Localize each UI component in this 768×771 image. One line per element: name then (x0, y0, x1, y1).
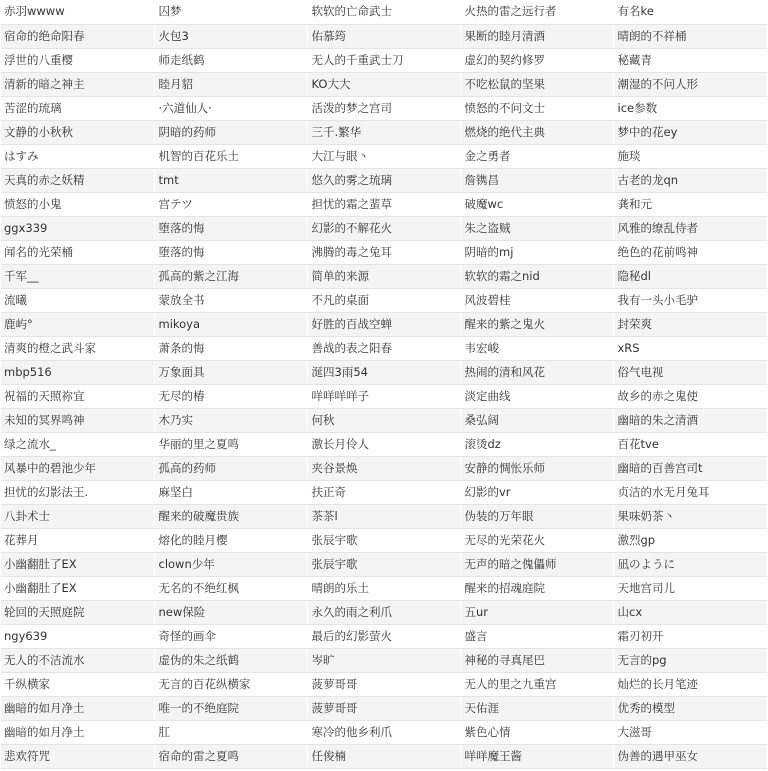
table-cell: 山cx (613, 600, 766, 624)
table-cell: 担忧的霜之蜚草 (307, 192, 460, 216)
table-cell: 任俊楠 (307, 744, 460, 768)
table-cell: 千军__ (1, 264, 154, 288)
table-row (1, 384, 766, 408)
table-cell: 幽暗的如月净土 (1, 696, 154, 720)
table-cell: 龚和元 (613, 192, 766, 216)
table-cell: 花葬月 (1, 528, 154, 552)
table-cell: 张辰宇歌 (307, 528, 460, 552)
table-cell: 阴暗的mj (460, 240, 613, 264)
table-cell: 有名ke (613, 0, 766, 24)
table-cell: new保险 (154, 600, 307, 624)
table-cell: ·六道仙人· (154, 96, 307, 120)
table-cell: 滚烫dz (460, 432, 613, 456)
table-cell: 寒冷的他乡利爪 (307, 720, 460, 744)
table-cell: 肛 (154, 720, 307, 744)
table-cell: 大滋哥 (613, 720, 766, 744)
table-cell: 茶茶l (307, 504, 460, 528)
table-cell: 大江与眼丶 (307, 144, 460, 168)
table-cell: 紫色心情 (460, 720, 613, 744)
table-cell: 奇怪的画伞 (154, 624, 307, 648)
table-row (1, 168, 766, 192)
table-cell: 果断的睦月清酒 (460, 24, 613, 48)
table-cell: 燃烧的绝代主典 (460, 120, 613, 144)
table-cell: 无人的不洁流水 (1, 648, 154, 672)
table-cell: 晴朗的乐土 (307, 576, 460, 600)
table-cell: 文静的小秋秋 (1, 120, 154, 144)
table-cell: 小幽翻肚了EX (1, 576, 154, 600)
table-cell: 故乡的赤之鬼使 (613, 384, 766, 408)
table-cell: 虚幻的契约修罗 (460, 48, 613, 72)
table-cell: 轮回的天照庭院 (1, 600, 154, 624)
table-cell: 咩咩咩咩子 (307, 384, 460, 408)
table-cell: 隐秘dl (613, 264, 766, 288)
table-cell: 醒来的紫之鬼火 (460, 312, 613, 336)
table-row (1, 360, 766, 384)
table-cell: 我有一头小毛驴 (613, 288, 766, 312)
table-cell: 安静的惆怅乐师 (460, 456, 613, 480)
table-cell: 无尽的椿 (154, 384, 307, 408)
table-cell: 无名的不绝红枫 (154, 576, 307, 600)
table-cell: 秘藏青 (613, 48, 766, 72)
table-cell: ngy639 (1, 624, 154, 648)
table-cell: 百花tve (613, 432, 766, 456)
table-cell: 菠萝哥哥 (307, 696, 460, 720)
table-cell: 无人的里之九重宫 (460, 672, 613, 696)
table-row (1, 744, 766, 768)
table-cell: 潮湿的不问人形 (613, 72, 766, 96)
table-row (1, 264, 766, 288)
table-cell: 霜刃初开 (613, 624, 766, 648)
table-cell: 无言的百花纵横家 (154, 672, 307, 696)
table-body (1, 0, 766, 768)
table-row (1, 24, 766, 48)
table-row (1, 432, 766, 456)
table-cell: 梦中的花ey (613, 120, 766, 144)
table-cell: 天真的赤之妖精 (1, 168, 154, 192)
table-cell: 永久的雨之利爪 (307, 600, 460, 624)
table-cell: 果味奶茶丶 (613, 504, 766, 528)
table-cell: 桑弘阔 (460, 408, 613, 432)
table-cell: 机智的百花乐土 (154, 144, 307, 168)
table-cell: 唯一的不绝庭院 (154, 696, 307, 720)
table-cell: 幽暗的百善宫司t (613, 456, 766, 480)
table-row (1, 576, 766, 600)
table-cell: 活泼的梦之宫司 (307, 96, 460, 120)
table-cell: 张辰宇歌 (307, 552, 460, 576)
table-cell: 担忧的幻影法王. (1, 480, 154, 504)
table-cell: 幽暗的如月净土 (1, 720, 154, 744)
table-cell: 师走纸鹤 (154, 48, 307, 72)
table-cell: tmt (154, 168, 307, 192)
table-cell: clown少年 (154, 552, 307, 576)
table-cell: 宿命的雷之夏鸣 (154, 744, 307, 768)
table-cell: 神秘的寻真尾巴 (460, 648, 613, 672)
table-cell: 詹镌昌 (460, 168, 613, 192)
table-cell: 软软的霜之nid (460, 264, 613, 288)
table-cell: 醒来的招魂庭院 (460, 576, 613, 600)
table-cell: 幻影的不解花火 (307, 216, 460, 240)
table-cell: 天佑涯 (460, 696, 613, 720)
table-cell: 无尽的光荣花火 (460, 528, 613, 552)
table-cell: 风波碧桂 (460, 288, 613, 312)
table-cell: 简单的来源 (307, 264, 460, 288)
table-row (1, 312, 766, 336)
table-cell: 菠萝哥哥 (307, 672, 460, 696)
table-cell: 灿烂的长月笔迹 (613, 672, 766, 696)
table-row (1, 288, 766, 312)
table-cell: 天地宫司儿 (613, 576, 766, 600)
table-cell: 八卦术士 (1, 504, 154, 528)
table-cell: 盛言 (460, 624, 613, 648)
table-cell: 祝福的天照祢宜 (1, 384, 154, 408)
table-cell: 悠久的雾之琉璃 (307, 168, 460, 192)
table-cell: ice参数 (613, 96, 766, 120)
table-cell: 宿命的绝命阳春 (1, 24, 154, 48)
table-cell: 夹谷景焕 (307, 456, 460, 480)
table-cell: 古老的龙qn (613, 168, 766, 192)
table-cell: 小幽翻肚了EX (1, 552, 154, 576)
table-cell: 破魔wc (460, 192, 613, 216)
table-cell: 激烈gp (613, 528, 766, 552)
table-cell: 激长月伶人 (307, 432, 460, 456)
table-cell: 愤怒的不问文士 (460, 96, 613, 120)
table-cell: 木乃实 (154, 408, 307, 432)
table-row (1, 456, 766, 480)
table-cell: 风雅的缭乱侍者 (613, 216, 766, 240)
table-cell: 鹿屿° (1, 312, 154, 336)
table-cell: 涎四3雨54 (307, 360, 460, 384)
table-cell: 五ur (460, 600, 613, 624)
table-cell: 无声的暗之傀儡师 (460, 552, 613, 576)
table-row (1, 0, 766, 24)
table-cell: 俗气电视 (613, 360, 766, 384)
table-cell: 无人的千重武士刀 (307, 48, 460, 72)
table-cell: 晴朗的不祥桶 (613, 24, 766, 48)
table-cell: 绿之流水_ (1, 432, 154, 456)
table-cell: 无言的pg (613, 648, 766, 672)
table-cell: 岑旷 (307, 648, 460, 672)
table-cell: 不吃松鼠的坚果 (460, 72, 613, 96)
table-cell: 熔化的睦月樱 (154, 528, 307, 552)
table-cell: 蒙放全书 (154, 288, 307, 312)
table-cell: 萧条的悔 (154, 336, 307, 360)
table-cell: KO大大 (307, 72, 460, 96)
table-cell: 软软的亡命武士 (307, 0, 460, 24)
table-cell: 虚伪的朱之纸鹤 (154, 648, 307, 672)
table-cell: 施琰 (613, 144, 766, 168)
table-cell: 囚梦 (154, 0, 307, 24)
table-cell: 热闹的清和风花 (460, 360, 613, 384)
table-cell: 万象面具 (154, 360, 307, 384)
player-name-table (1, 0, 767, 769)
table-cell: 苦涩的琉璃 (1, 96, 154, 120)
table-cell: 悲欢符咒 (1, 744, 154, 768)
table-cell: 赤羽wwww (1, 0, 154, 24)
table-row (1, 144, 766, 168)
table-row (1, 48, 766, 72)
table-cell: 佑慕筠 (307, 24, 460, 48)
table-cell: 堕落的悔 (154, 240, 307, 264)
table-cell: はすみ (1, 144, 154, 168)
table-cell: 朱之盗贼 (460, 216, 613, 240)
table-cell: 最后的幻影萤火 (307, 624, 460, 648)
table-cell: 清新的暗之神主 (1, 72, 154, 96)
table-cell: 睦月貂 (154, 72, 307, 96)
table-row (1, 672, 766, 696)
table-cell: mbp516 (1, 360, 154, 384)
table-row (1, 96, 766, 120)
table-row (1, 480, 766, 504)
table-cell: 闻名的光荣桶 (1, 240, 154, 264)
table-cell: 贞洁的水无月兔耳 (613, 480, 766, 504)
table-row (1, 600, 766, 624)
table-cell: 阴暗的药师 (154, 120, 307, 144)
table-row (1, 408, 766, 432)
table-cell: 不凡的桌面 (307, 288, 460, 312)
table-cell: 金之勇者 (460, 144, 613, 168)
table-cell: 火热的雷之远行者 (460, 0, 613, 24)
table-cell: 宫テツ (154, 192, 307, 216)
table-cell: 浮世的八重樱 (1, 48, 154, 72)
table-cell: 流曦 (1, 288, 154, 312)
table-cell: 优秀的模型 (613, 696, 766, 720)
table-cell: 清爽的橙之武斗家 (1, 336, 154, 360)
table-cell: 堕落的悔 (154, 216, 307, 240)
table-row (1, 528, 766, 552)
table-row (1, 72, 766, 96)
table-cell: 封荣爽 (613, 312, 766, 336)
table-row (1, 192, 766, 216)
table-cell: 醒来的破魔贵族 (154, 504, 307, 528)
table-cell: 好胜的百战空蝉 (307, 312, 460, 336)
table-cell: 伪善的遇甲巫女 (613, 744, 766, 768)
table-row (1, 720, 766, 744)
table-cell: 淡定曲线 (460, 384, 613, 408)
table-cell: 幻影的vr (460, 480, 613, 504)
table-cell: 三千.繁华 (307, 120, 460, 144)
table-cell: 何秋 (307, 408, 460, 432)
table-row (1, 504, 766, 528)
table-row (1, 648, 766, 672)
table-row (1, 552, 766, 576)
table-cell: 麻坚白 (154, 480, 307, 504)
table-cell: 幽暗的朱之清酒 (613, 408, 766, 432)
table-cell: 火包3 (154, 24, 307, 48)
table-row (1, 120, 766, 144)
table-cell: 扶正奇 (307, 480, 460, 504)
table-cell: 孤高的药师 (154, 456, 307, 480)
table-cell: 愤怒的小鬼 (1, 192, 154, 216)
table-cell: 华丽的里之夏鸣 (154, 432, 307, 456)
table-cell: 孤高的紫之江海 (154, 264, 307, 288)
table-cell: 咩咩魔王酱 (460, 744, 613, 768)
table-row (1, 696, 766, 720)
table-row (1, 336, 766, 360)
table-cell: 千纵横家 (1, 672, 154, 696)
table-row (1, 624, 766, 648)
table-cell: 风暴中的碧池少年 (1, 456, 154, 480)
table-cell: 伪装的万年眼 (460, 504, 613, 528)
table-cell: 善战的表之阳春 (307, 336, 460, 360)
table-cell: mikoya (154, 312, 307, 336)
table-cell: 未知的冥界鸣神 (1, 408, 154, 432)
table-cell: 绝色的花前鸣神 (613, 240, 766, 264)
table-cell: 韦宏峻 (460, 336, 613, 360)
table-cell: xRS (613, 336, 766, 360)
table-row (1, 240, 766, 264)
table-cell: 沸腾的毒之兔耳 (307, 240, 460, 264)
table-row (1, 216, 766, 240)
table-cell: ggx339 (1, 216, 154, 240)
table-cell: 凪のように (613, 552, 766, 576)
